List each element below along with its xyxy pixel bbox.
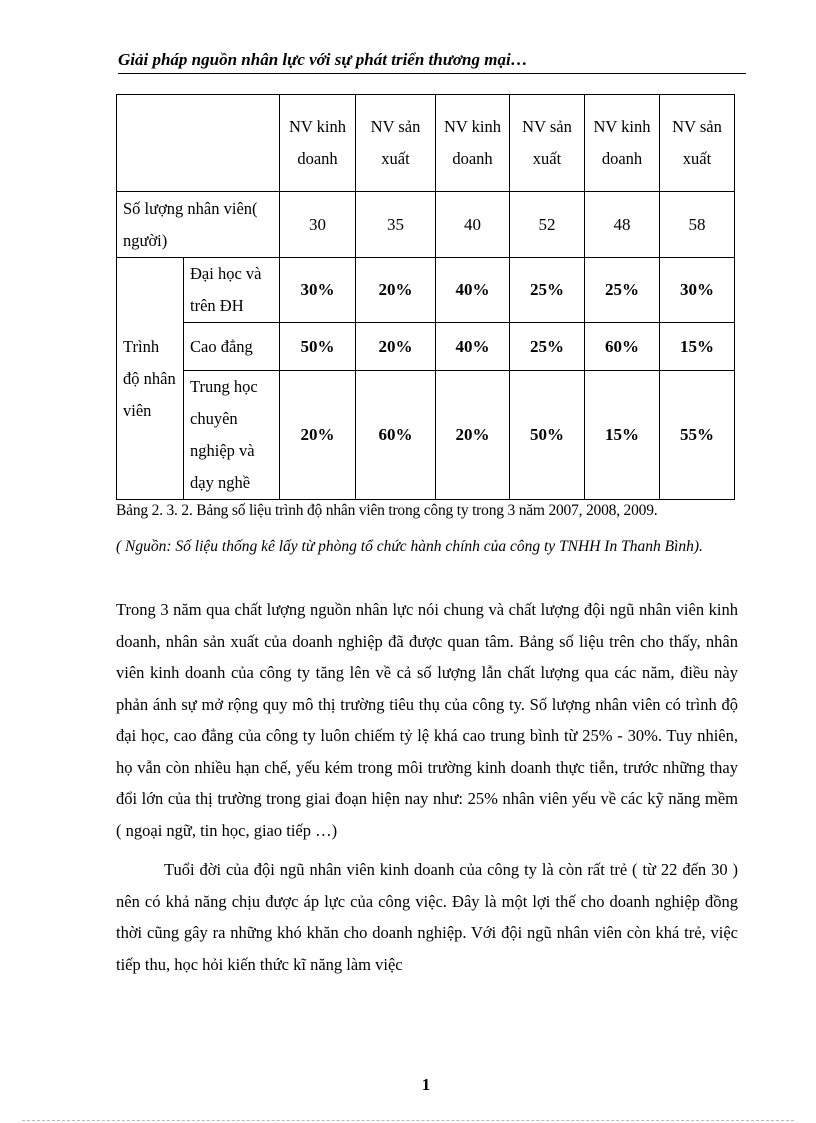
table-cell: 30%	[660, 258, 735, 323]
column-header: NV kinh doanh	[280, 95, 356, 192]
row-label: Số lượng nhân viên( người)	[117, 192, 280, 258]
table-cell: 55%	[660, 371, 735, 500]
table-cell: 60%	[585, 323, 660, 371]
column-header: NV sản xuất	[660, 95, 735, 192]
table-cell: 50%	[280, 323, 356, 371]
table-cell: 58	[660, 192, 735, 258]
table-cell: 25%	[585, 258, 660, 323]
table-cell: 48	[585, 192, 660, 258]
table-cell: 15%	[585, 371, 660, 500]
body-text	[116, 594, 738, 980]
page-number: 1	[421, 1075, 431, 1094]
paragraph: Tuổi đời của đội ngũ nhân viên kinh doanh của công ty là còn rất trẻ ( từ 22 đến 30 ) nên có khả năng chịu được áp lực của công việc. Đây là một lợi thế cho doanh nghiệp đồng thời cũng gây ra những khó khăn cho doanh nghiệp. Với đội ngũ nhân viên còn khá trẻ, việc tiếp thu, học hỏi kiến thức kĩ năng làm việc	[116, 860, 738, 974]
table-cell: 15%	[660, 323, 735, 371]
running-header: Giải pháp nguồn nhân lực với sự phát triển thương mại…	[118, 50, 746, 74]
column-header: NV kinh doanh	[585, 95, 660, 192]
table-corner-cell	[117, 95, 280, 192]
table-cell: 30	[280, 192, 356, 258]
table-cell: 20%	[280, 371, 356, 500]
table-cell: 20%	[436, 371, 510, 500]
table-cell: 30%	[280, 258, 356, 323]
table-cell: 40%	[436, 323, 510, 371]
table-row-count	[117, 192, 735, 258]
column-header: NV sản xuất	[356, 95, 436, 192]
table-row	[117, 258, 735, 323]
row-label: Đại học và trên ĐH	[184, 258, 280, 323]
table-cell: 40	[436, 192, 510, 258]
paragraph: Trong 3 năm qua chất lượng nguồn nhân lực nói chung và chất lượng đội ngũ nhân viên kinh doanh, nhân sản xuất của doanh nghiệp đã được quan tâm. Bảng số liệu trên cho thấy, nhân viên kinh doanh của công ty tăng lên về cả số lượng lẫn chất lượng qua các năm, điều này phản ánh sự mở rộng quy mô thị trường tiêu thụ của công ty. Số lượng nhân viên có trình độ đại học, cao đẳng của công ty luôn chiếm tỷ lệ khá cao trung bình từ 25% - 30%. Tuy nhiên, họ vẫn còn nhiều hạn chế, yếu kém trong môi trường kinh doanh thực tiễn, trước những thay đổi lớn của thị trường trong giai đoạn hiện nay như: 25% nhân viên yếu về các kỹ năng mềm ( ngoại ngữ, tin học, giao tiếp …)	[116, 600, 738, 840]
table-row	[117, 323, 735, 371]
table-cell: 60%	[356, 371, 436, 500]
source-note: ( Nguồn: Số liệu thống kê lấy từ phòng tổ chức hành chính của công ty TNHH In Thanh Bình).	[116, 538, 703, 555]
table-cell: 40%	[436, 258, 510, 323]
table-cell: 35	[356, 192, 436, 258]
column-header: NV kinh doanh	[436, 95, 510, 192]
table-row	[117, 371, 735, 500]
table-cell: 25%	[510, 323, 585, 371]
group-label: Trình độ nhân viên	[117, 258, 184, 500]
column-header: NV sản xuất	[510, 95, 585, 192]
row-label: Cao đẳng	[184, 323, 280, 371]
table-cell: 52	[510, 192, 585, 258]
page-bottom-rule	[22, 1120, 794, 1121]
row-label: Trung học chuyên nghiệp và dạy nghề	[184, 371, 280, 500]
table-cell: 50%	[510, 371, 585, 500]
staff-qualification-table	[116, 94, 735, 500]
table-cell: 20%	[356, 323, 436, 371]
table-caption: Bảng 2. 3. 2. Bảng số liệu trình độ nhân viên trong công ty trong 3 năm 2007, 2008, 2009.	[116, 502, 658, 519]
table-cell: 20%	[356, 258, 436, 323]
table-cell: 25%	[510, 258, 585, 323]
table-header-row	[117, 95, 735, 192]
